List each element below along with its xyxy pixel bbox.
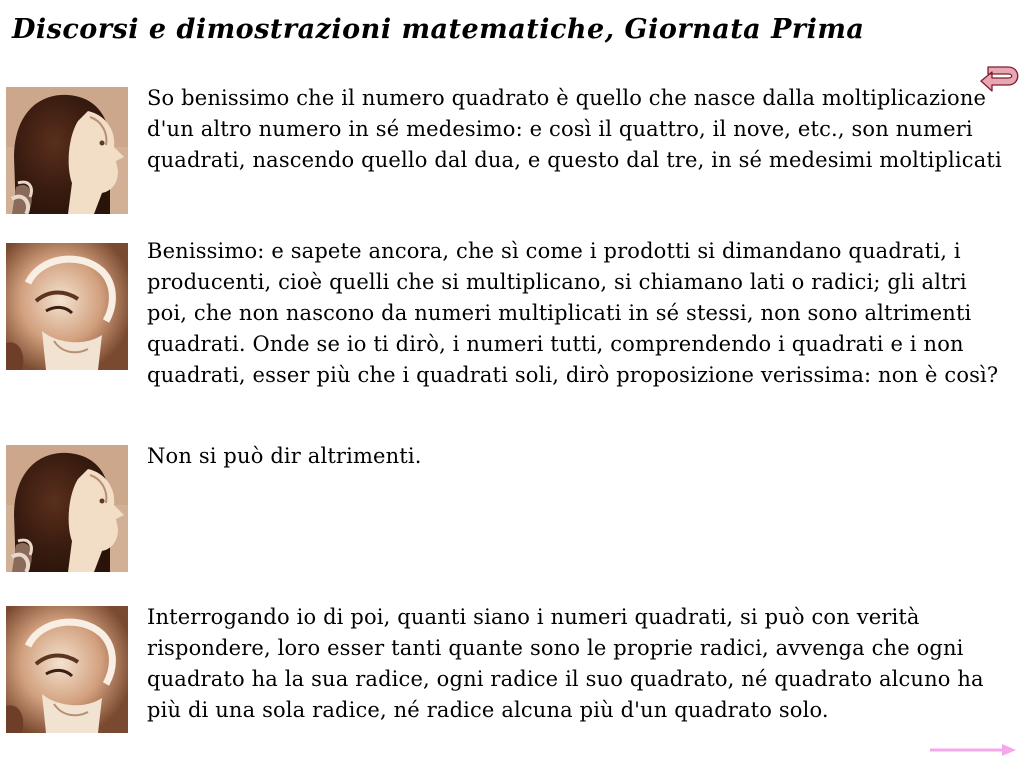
portrait-bearded-icon: [6, 606, 128, 733]
portrait-profile-icon: [6, 445, 128, 572]
speaker-portrait-bearded: [6, 606, 128, 733]
speaker-portrait-profile: [6, 445, 128, 572]
dialogue-text-3: Non si può dir altrimenti.: [147, 444, 422, 468]
slide-title: Discorsi e dimostrazioni matematiche, Giornata Prima: [12, 14, 865, 45]
portrait-bearded-icon: [6, 243, 128, 370]
speaker-portrait-profile: [6, 87, 128, 214]
dialogue-text-2: Benissimo: e sapete ancora, che sì come i prodotti si dimandano quadrati, i producenti, cioè quelli che si multiplicano, si chiamano lati o radici; gli altri poi, che non nascono da numeri multiplicati in sé stessi, non sono altrimenti quadrati. Onde se io ti dirò, i numeri tutti, comprendendo i quadrati e i non quadrati, esser più che i quadrati soli, dirò proposizione verissima: non è così?: [147, 239, 999, 387]
right-arrow-icon[interactable]: [928, 740, 1018, 760]
portrait-profile-icon: [6, 87, 128, 214]
dialogue-text-1: So benissimo che il numero quadrato è quello che nasce dalla moltiplicazione d'un altro numero in sé medesimo: e così il quattro, il nove, etc., son numeri quadrati, nascendo quello dal dua, e questo dal tre, in sé medesimi moltiplicati: [147, 86, 1002, 172]
speaker-portrait-bearded: [6, 243, 128, 370]
dialogue-text-4: Interrogando io di poi, quanti siano i numeri quadrati, si può con verità rispondere, loro esser tanti quante sono le proprie radici, avvenga che ogni quadrato ha la sua radice, ogni radice il suo quadrato, né quadrato alcuno ha più di una sola radice, né radice alcuna più d'un quadrato solo.: [147, 605, 984, 722]
